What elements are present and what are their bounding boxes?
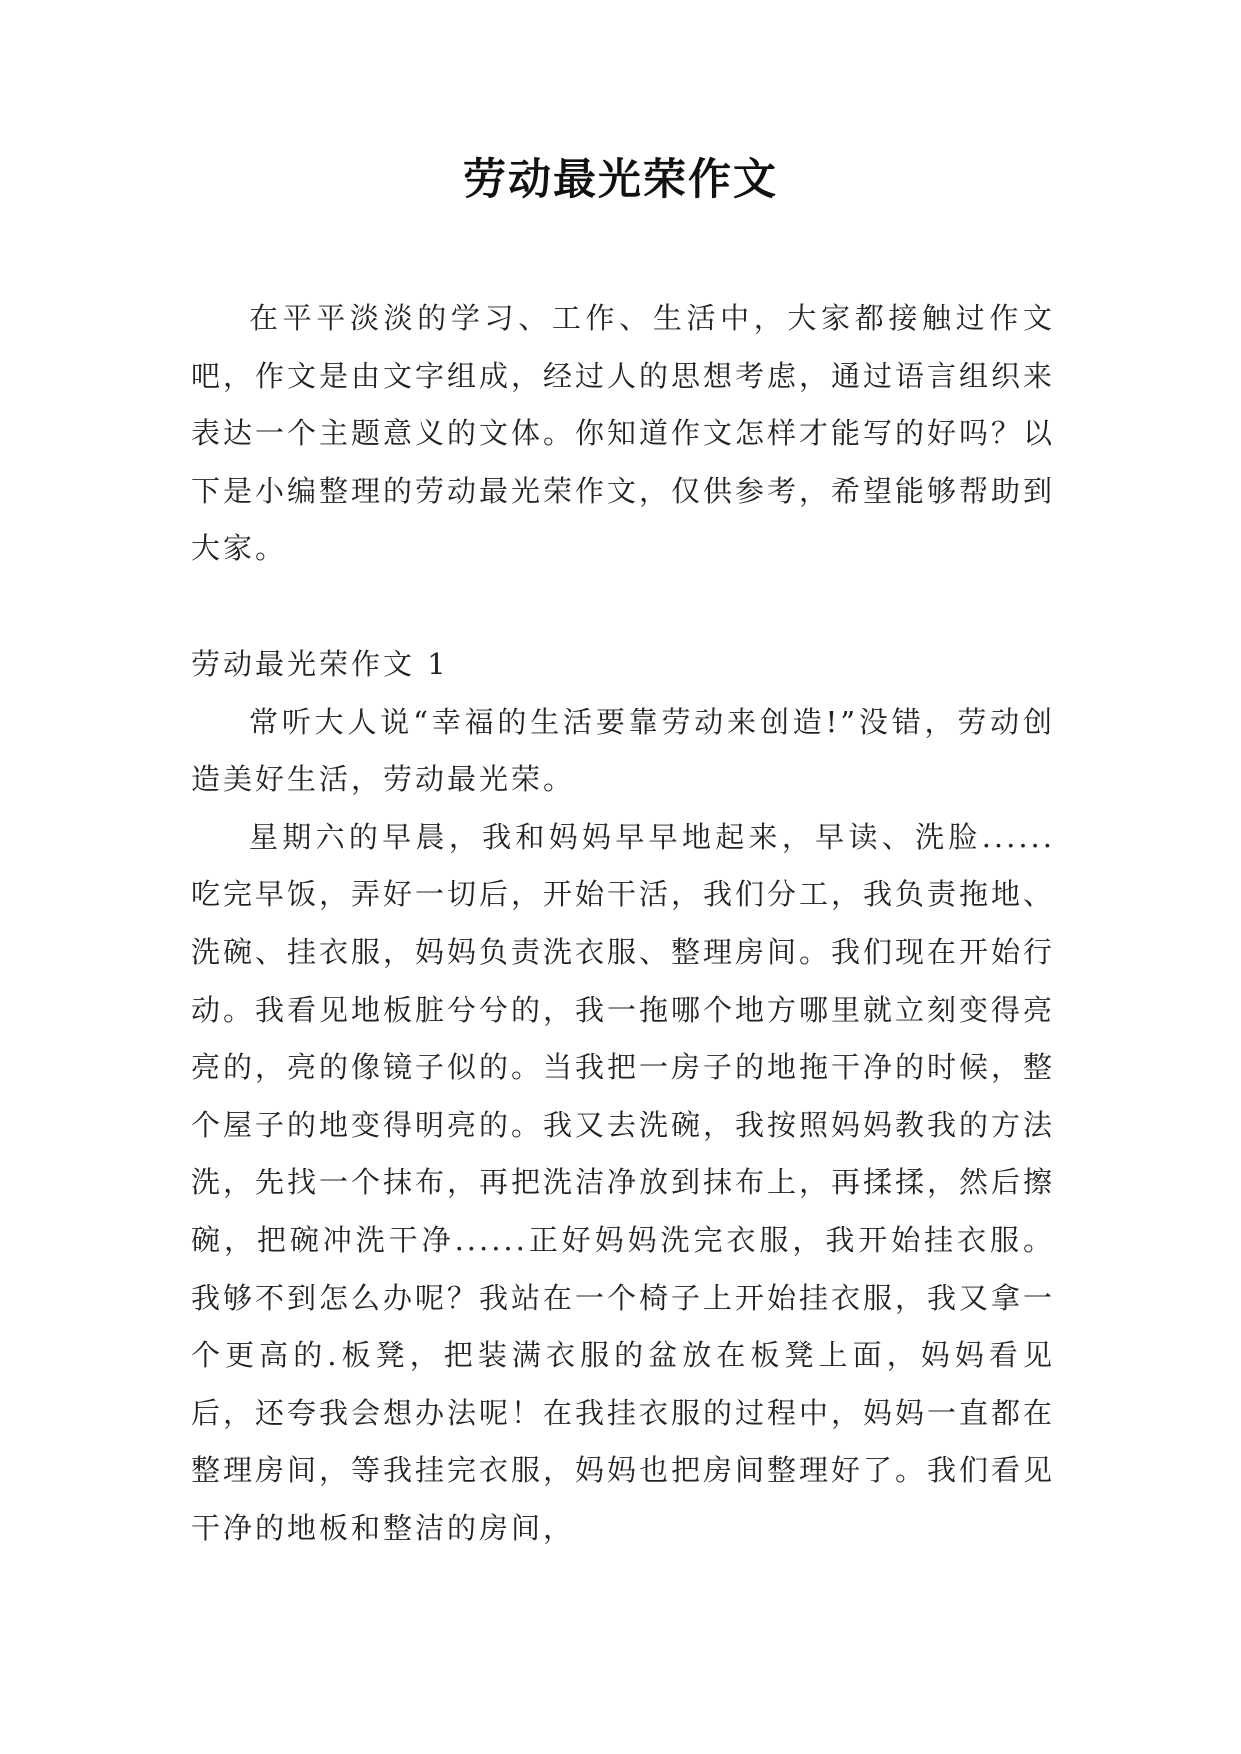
body-paragraph-1: 常听大人说“幸福的生活要靠劳动来创造!”没错，劳动创造美好生活，劳动最光荣。 xyxy=(191,704,1055,797)
document-title: 劳动最光荣作文 xyxy=(463,155,778,205)
intro-paragraph: 在平平淡淡的学习、工作、生活中，大家都接触过作文吧，作文是由文字组成，经过人的思想考虑，通过语言组织来表达一个主题意义的文体。你知道作文怎样才能写的好吗？以下是小编整理的劳动最光荣作文，仅供参考，希望能够帮助到大家。 xyxy=(191,301,1056,566)
body-paragraph-2: 星期六的早晨，我和妈妈早早地起来，早读、洗脸......吃完早饭，弄好一切后，开始干活，我们分工，我负责拖地、洗碗、挂衣服，妈妈负责洗衣服、整理房间。我们现在开始行动。我看见地板脏兮兮的，我一拖哪个地方哪里就立刻变得亮亮的，亮的像镜子似的。当我把一房子的地拖干净的时候，整个屋子的地变得明亮的。我又去洗碗，我按照妈妈教我的方法洗，先找一个抹布，再把洗洁净放到抹布上，再揉揉，然后擦碗，把碗冲洗干净......正好妈妈洗完衣服，我开始挂衣服。我够不到怎么办呢？我站在一个椅子上开始挂衣服，我又拿一个更高的.板凳，把装满衣服的盆放在板凳上面，妈妈看见后，还夸我会想办法呢！在我挂衣服的过程中，妈妈一直都在整理房间，等我挂完衣服，妈妈也把房间整理好了。我们看见干净的地板和整洁的房间， xyxy=(191,819,1056,1545)
document-body xyxy=(191,290,1055,1557)
section-heading: 劳动最光荣作文 1 xyxy=(191,646,449,681)
